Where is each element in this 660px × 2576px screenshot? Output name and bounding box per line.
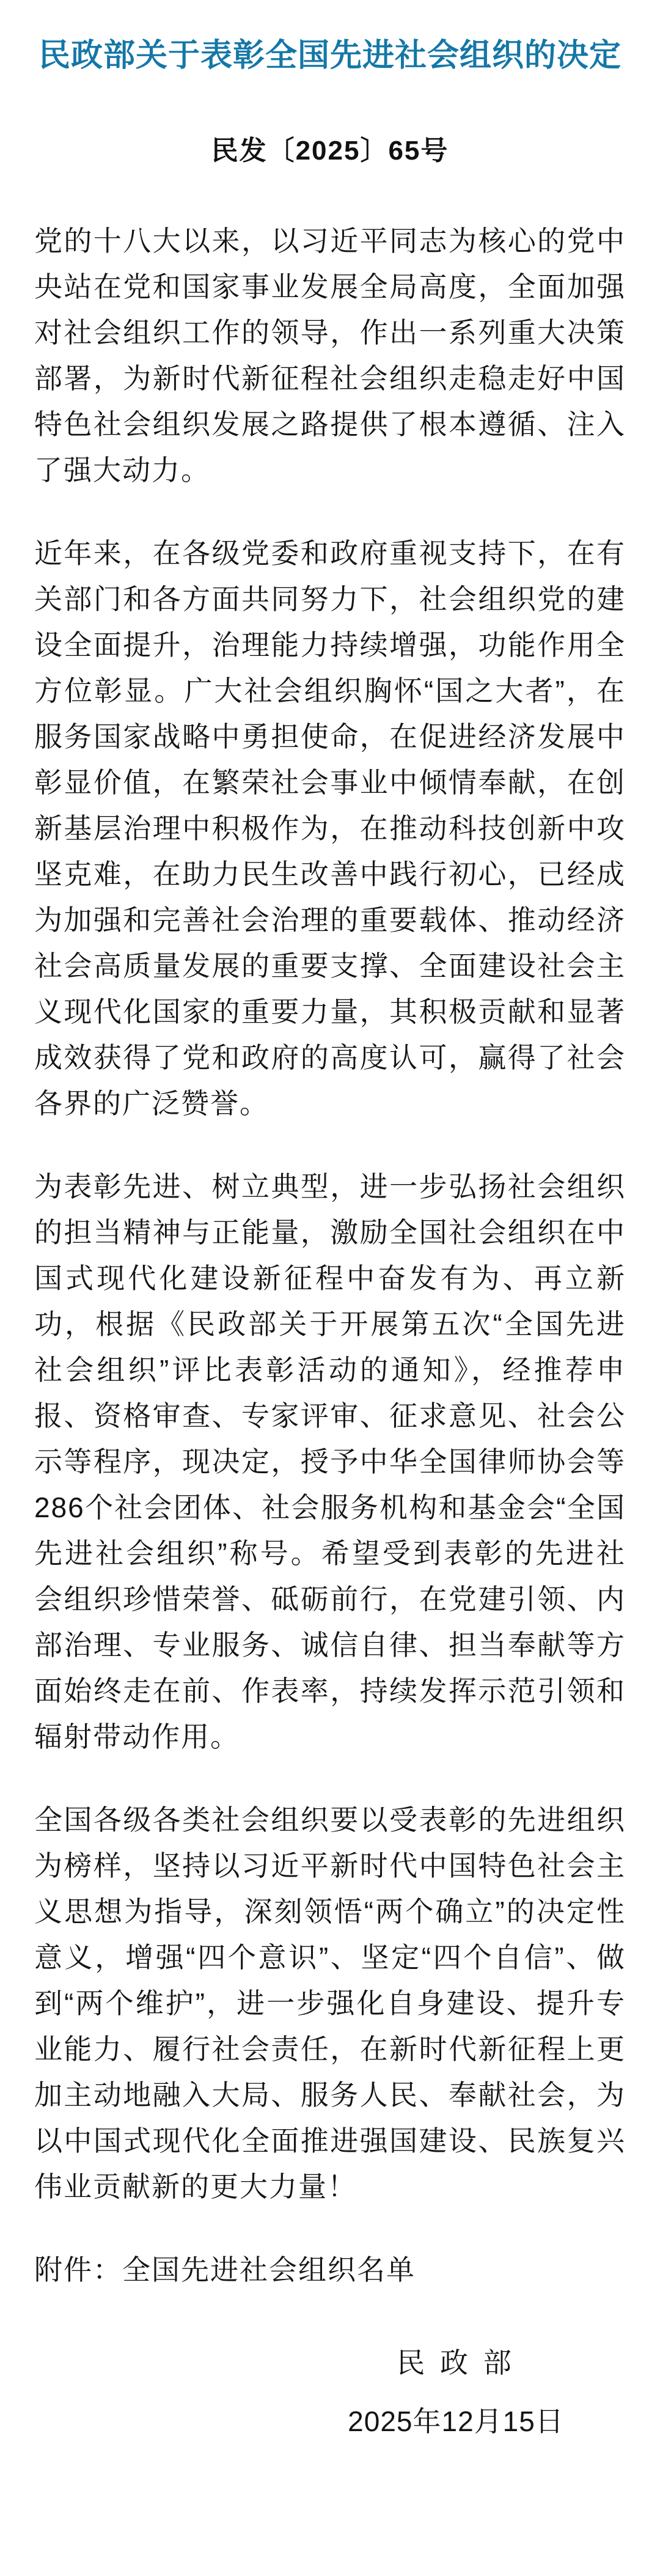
body-paragraph-2: 近年来，在各级党委和政府重视支持下，在有关部门和各方面共同努力下，社会组织党的建设全面提升，治理能力持续增强，功能作用全方位彰显。广大社会组织胸怀“国之大者”，在服务国家战略中勇担使命，在促进经济发展中彰显价值，在繁荣社会事业中倾情奉献，在创新基层治理中积极作为，在推动科技创新中攻坚克难，在助力民生改善中践行初心，已经成为加强和完善社会治理的重要载体、推动经济社会高质量发展的重要支撑、全面建设社会主义现代化国家的重要力量，其积极贡献和显著成效获得了党和政府的高度认可，赢得了社会各界的广泛赞誉。 (34, 537, 626, 1119)
doc-number: 民发〔2025〕65号 (211, 136, 449, 166)
document-page (0, 39, 660, 2445)
attachment-note: 附件：全国先进社会组织名单 (34, 2254, 416, 2286)
body-paragraph-1: 党的十八大以来，以习近平同志为核心的党中央站在党和国家事业发展全局高度，全面加强对社会组织工作的领导，作出一系列重大决策部署，为新时代新征程社会组织走稳走好中国特色社会组织发展之路提供了根本遵循、注入了强大动力。 (34, 225, 626, 486)
body-paragraph-4: 全国各级各类社会组织要以受表彰的先进组织为榜样，坚持以习近平新时代中国特色社会主义思想为指导，深刻领悟“两个确立”的决定性意义，增强“四个意识”、坚定“四个自信”、做到“两个维护”，进一步强化自身建设、提升专业能力、履行社会责任，在新时代新征程上更加主动地融入大局、服务人民、奉献社会，为以中国式现代化全面推进强国建设、民族复兴伟业贡献新的更大力量！ (34, 1804, 626, 2202)
body-paragraph-3: 为表彰先进、树立典型，进一步弘扬社会组织的担当精神与正能量，激励全国社会组织在中国式现代化建设新征程中奋发有为、再立新功，根据《民政部关于开展第五次“全国先进社会组织”评比表彰活动的通知》，经推荐申报、资格审查、专家评审、征求意见、社会公示等程序，现决定，授予中华全国律师协会等286个社会团体、社会服务机构和基金会“全国先进社会组织”称号。希望受到表彰的先进社会组织珍惜荣誉、砥砺前行，在党建引领、内部治理、专业服务、诚信自律、担当奉献等方面始终走在前、作表率，持续发挥示范引领和辐射带动作用。 (34, 1171, 626, 1753)
signature-block (342, 2340, 570, 2445)
issuer-name: 民 政 部 (397, 2347, 515, 2379)
document-body (34, 218, 626, 2293)
issue-date: 2025年12月15日 (348, 2405, 564, 2437)
page-title: 民政部关于表彰全国先进社会组织的决定 (38, 38, 622, 73)
